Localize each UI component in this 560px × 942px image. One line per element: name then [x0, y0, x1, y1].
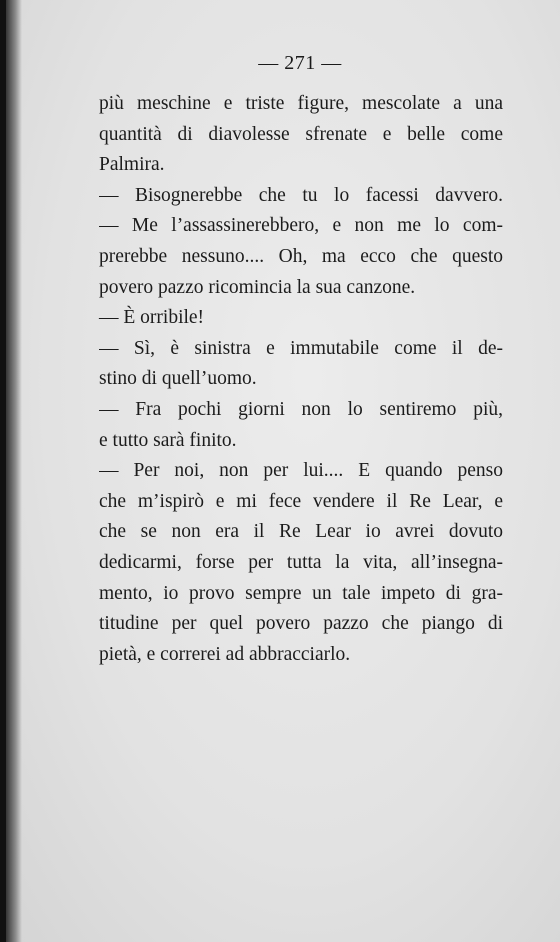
- text-line: dedicarmi, forse per tutta la vita, all’insegna-: [99, 551, 503, 573]
- text-line: — Me l’assassinerebbero, e non me lo com-: [99, 215, 503, 237]
- text-line: — Sì, è sinistra e immutabile come il de-: [99, 337, 503, 359]
- text-line: Palmira.: [99, 154, 165, 176]
- text-line: che se non era il Re Lear io avrei dovuto: [99, 521, 503, 543]
- text-line: povero pazzo ricomincia la sua canzone.: [99, 276, 416, 298]
- text-line: pietà, e correrei ad abbracciarlo.: [99, 643, 351, 665]
- text-line: e tutto sarà finito.: [99, 429, 237, 451]
- text-line: più meschine e triste figure, mescolate a una: [99, 93, 503, 114]
- text-line: titudine per quel povero pazzo che piango di: [99, 613, 503, 635]
- text-line: stino di quell’uomo.: [99, 368, 257, 390]
- page-number: — 271 —: [258, 52, 342, 74]
- text-line: che m’ispirò e mi fece vendere il Re Lear, e: [99, 490, 503, 512]
- text-line: quantità di diavolesse sfrenate e belle come: [99, 123, 503, 145]
- text-line: — Bisognerebbe che tu lo facessi davvero.: [99, 184, 503, 206]
- text-line: mento, io provo sempre un tale impeto di gra-: [99, 582, 503, 604]
- body-text: [99, 89, 503, 670]
- text-line: — Fra pochi giorni non lo sentiremo più,: [99, 398, 503, 420]
- text-line: prerebbe nessuno.... Oh, ma ecco che questo: [99, 245, 503, 267]
- text-line: — Per noi, non per lui.... E quando penso: [99, 460, 503, 482]
- text-line: — È orribile!: [99, 307, 205, 329]
- book-binding-edge: [0, 0, 22, 942]
